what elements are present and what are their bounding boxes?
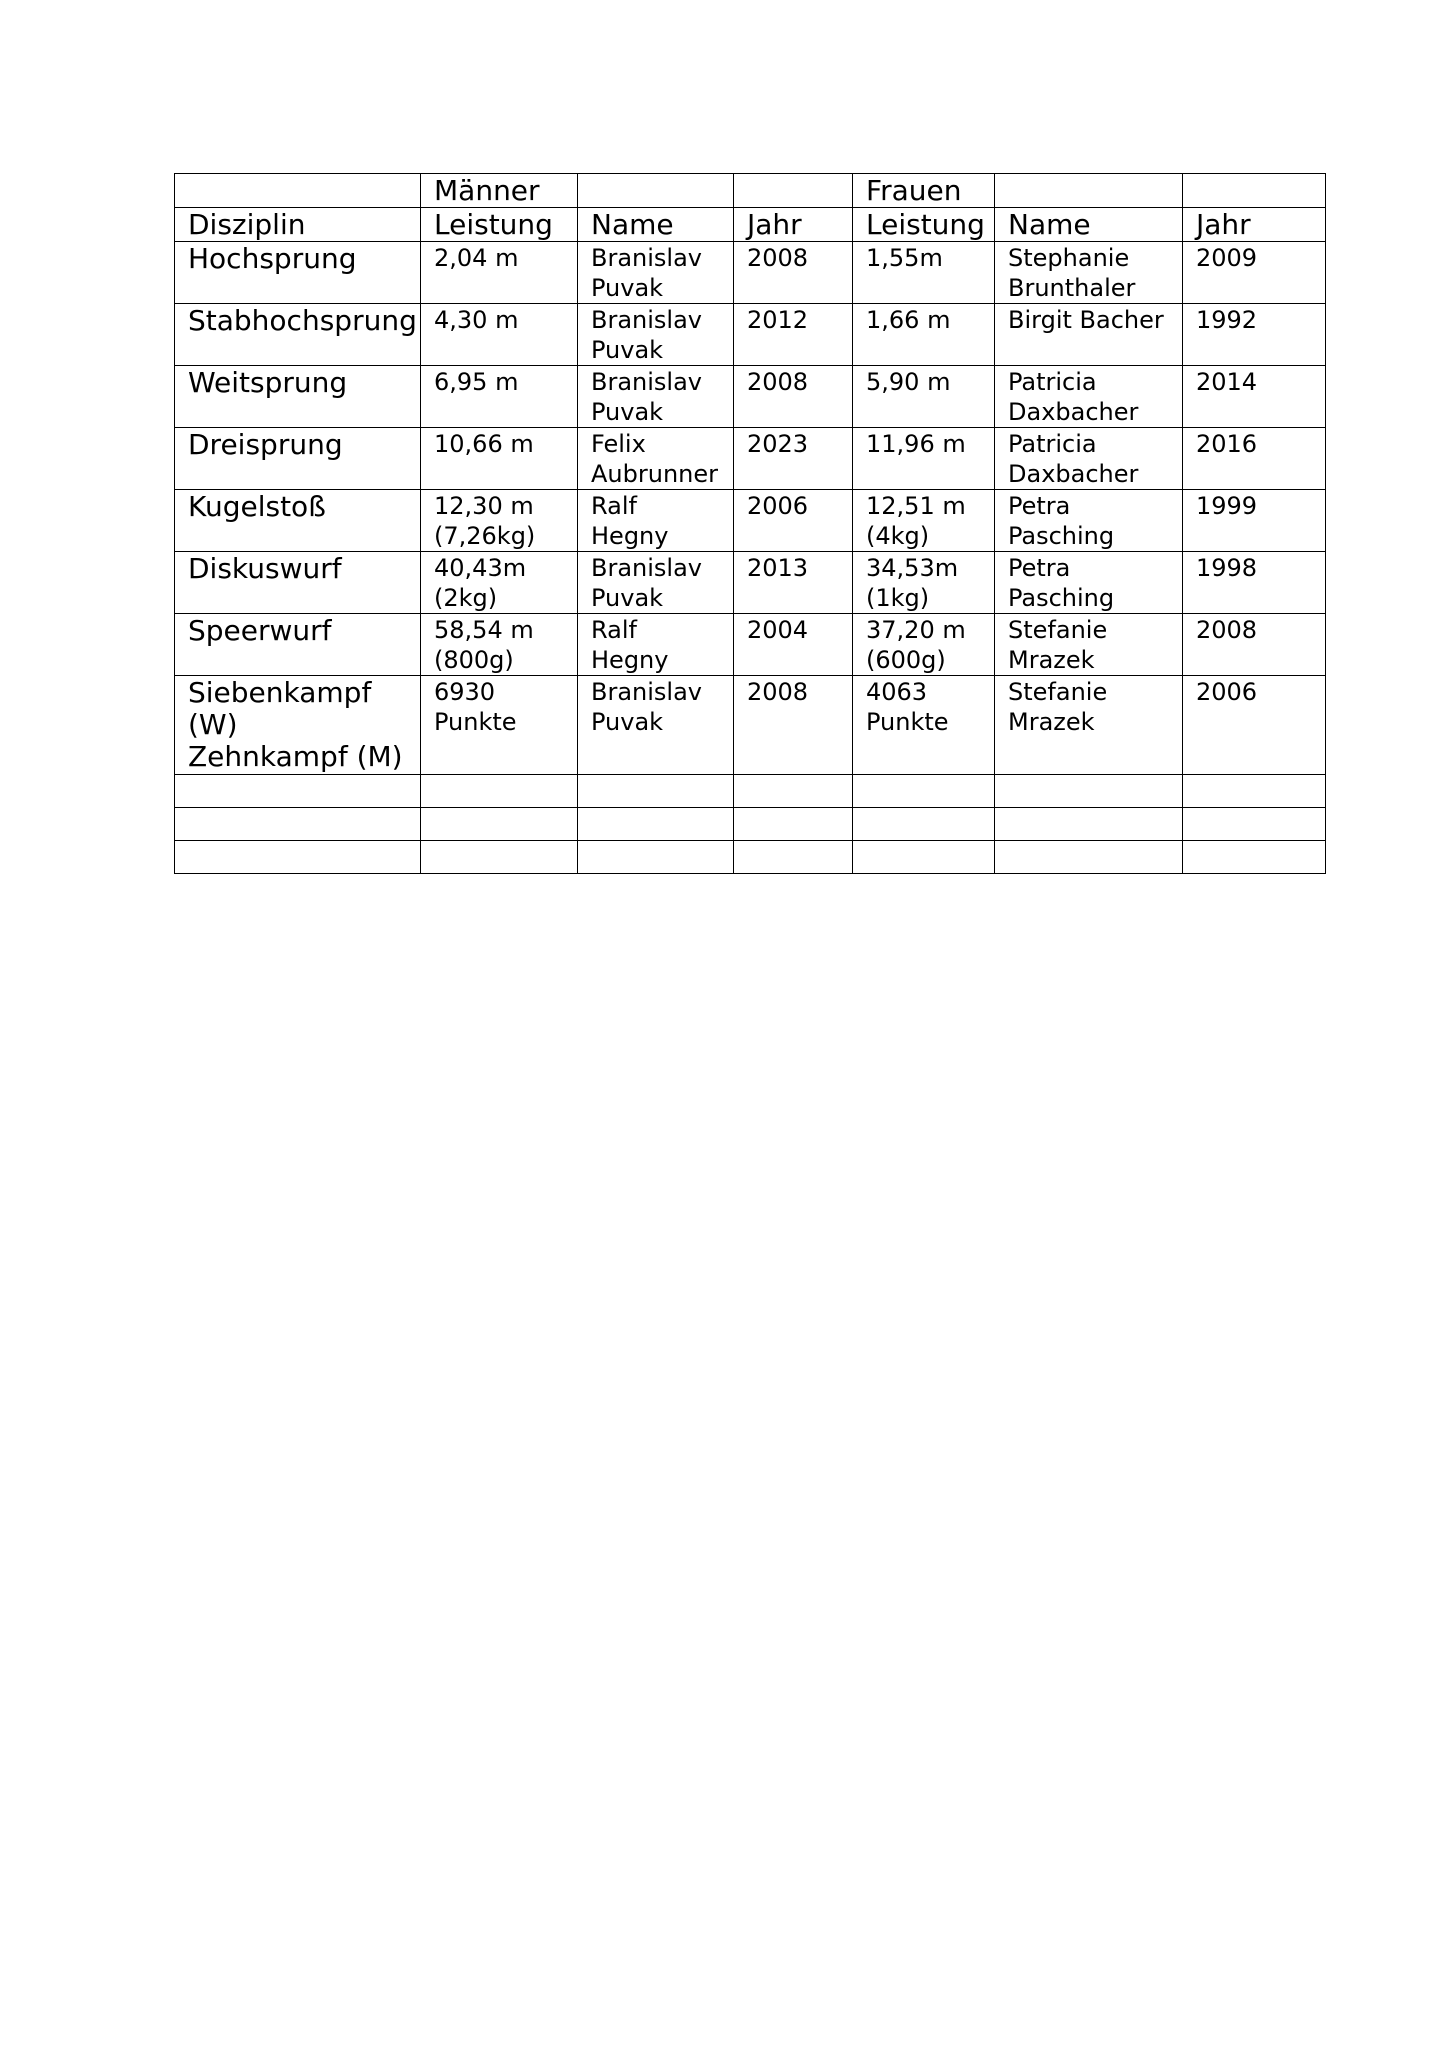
cell-text-line: Petra — [1008, 492, 1071, 520]
cell-text-line: 1,66 m — [866, 306, 951, 334]
cell-text-line: 37,20 m — [866, 616, 966, 644]
maenner-name-cell — [578, 366, 734, 428]
cell-text-line: Punkte — [866, 708, 949, 736]
frauen-jahr-cell: 2009 — [1183, 242, 1326, 304]
cell-text-line: Branislav — [591, 678, 702, 706]
empty-cell — [734, 841, 853, 874]
cell-text-line: Dreisprung — [188, 428, 343, 461]
cell-text-line: Ralf — [591, 616, 637, 644]
maenner-jahr-cell: 2006 — [734, 490, 853, 552]
disziplin-cell — [175, 366, 421, 428]
cell-text-line: (W) — [188, 708, 238, 741]
cell-text-line: Branislav — [591, 244, 702, 272]
disziplin-cell — [175, 242, 421, 304]
cell-text-line: Puvak — [591, 708, 664, 736]
cell-text-line: Birgit Bacher — [1008, 306, 1164, 334]
empty-cell — [853, 775, 995, 808]
gender-header-cell — [1183, 174, 1326, 208]
cell-text-line: (800g) — [434, 646, 514, 674]
column-header-w-jahr: Jahr — [1183, 208, 1326, 242]
frauen-jahr-cell: 2006 — [1183, 676, 1326, 775]
frauen-name-cell — [995, 242, 1183, 304]
empty-cell — [853, 808, 995, 841]
maenner-name-cell — [578, 490, 734, 552]
cell-text-line: Brunthaler — [1008, 274, 1136, 302]
frauen-name-cell — [995, 428, 1183, 490]
cell-text-line: Stefanie — [1008, 678, 1108, 706]
empty-cell — [1183, 775, 1326, 808]
maenner-leistung-cell — [421, 490, 578, 552]
cell-text-line: Hegny — [591, 646, 669, 674]
cell-text-line: Daxbacher — [1008, 460, 1139, 488]
cell-text-line: Weitsprung — [188, 366, 348, 399]
empty-cell — [995, 775, 1183, 808]
cell-text-line: Zehnkampf (M) — [188, 740, 403, 773]
frauen-name-cell — [995, 304, 1183, 366]
cell-text-line: 11,96 m — [866, 430, 966, 458]
disziplin-cell — [175, 552, 421, 614]
cell-text-line: Felix — [591, 430, 646, 458]
gender-header-cell — [175, 174, 421, 208]
cell-text-line: 6,95 m — [434, 368, 519, 396]
maenner-name-cell — [578, 428, 734, 490]
frauen-leistung-cell — [853, 552, 995, 614]
disziplin-cell — [175, 614, 421, 676]
cell-text-line: 34,53m — [866, 554, 959, 582]
cell-text-line: 1,55m — [866, 244, 943, 272]
maenner-jahr-cell: 2008 — [734, 366, 853, 428]
disziplin-cell — [175, 428, 421, 490]
empty-cell — [853, 841, 995, 874]
empty-cell — [578, 841, 734, 874]
cell-text-line: 4063 — [866, 678, 928, 706]
empty-cell — [1183, 841, 1326, 874]
empty-cell — [421, 841, 578, 874]
frauen-jahr-cell: 1999 — [1183, 490, 1326, 552]
cell-text-line: Ralf — [591, 492, 637, 520]
cell-text-line: Hochsprung — [188, 242, 357, 275]
maenner-jahr-cell: 2008 — [734, 242, 853, 304]
table-row — [175, 304, 1326, 366]
disziplin-cell — [175, 490, 421, 552]
cell-text-line: Mrazek — [1008, 708, 1095, 736]
cell-text-line: Patricia — [1008, 368, 1097, 396]
table-body — [175, 174, 1326, 874]
cell-text-line: Patricia — [1008, 430, 1097, 458]
maenner-leistung-cell — [421, 242, 578, 304]
frauen-name-cell — [995, 614, 1183, 676]
cell-text-line: 4,30 m — [434, 306, 519, 334]
maenner-name-cell — [578, 614, 734, 676]
maenner-leistung-cell — [421, 552, 578, 614]
maenner-leistung-cell — [421, 366, 578, 428]
gender-header-row — [175, 174, 1326, 208]
cell-text-line: (7,26kg) — [434, 522, 536, 550]
column-header-disziplin: Disziplin — [175, 208, 421, 242]
cell-text-line: Hegny — [591, 522, 669, 550]
maenner-leistung-cell — [421, 428, 578, 490]
empty-table-row — [175, 775, 1326, 808]
gender-header-frauen: Frauen — [853, 174, 995, 208]
maenner-name-cell — [578, 304, 734, 366]
empty-cell — [578, 808, 734, 841]
cell-text-line: Speerwurf — [188, 614, 332, 647]
cell-text-line: 12,30 m — [434, 492, 534, 520]
frauen-leistung-cell — [853, 304, 995, 366]
frauen-leistung-cell — [853, 490, 995, 552]
frauen-jahr-cell: 1998 — [1183, 552, 1326, 614]
cell-text-line: Kugelstoß — [188, 490, 326, 523]
cell-text-line: Petra — [1008, 554, 1071, 582]
records-table — [174, 173, 1326, 874]
column-header-m-jahr: Jahr — [734, 208, 853, 242]
column-header-w-leistung: Leistung — [853, 208, 995, 242]
maenner-name-cell — [578, 676, 734, 775]
empty-cell — [421, 775, 578, 808]
table-row — [175, 490, 1326, 552]
cell-text-line: 40,43m — [434, 554, 527, 582]
empty-cell — [995, 808, 1183, 841]
maenner-leistung-cell — [421, 676, 578, 775]
maenner-name-cell — [578, 242, 734, 304]
frauen-name-cell — [995, 676, 1183, 775]
gender-header-cell — [995, 174, 1183, 208]
cell-text-line: Daxbacher — [1008, 398, 1139, 426]
table-row — [175, 614, 1326, 676]
cell-text-line: (4kg) — [866, 522, 930, 550]
maenner-jahr-cell: 2004 — [734, 614, 853, 676]
cell-text-line: (2kg) — [434, 584, 498, 612]
frauen-jahr-cell: 2016 — [1183, 428, 1326, 490]
empty-table-row — [175, 808, 1326, 841]
maenner-jahr-cell: 2023 — [734, 428, 853, 490]
cell-text-line: 58,54 m — [434, 616, 534, 644]
cell-text-line: Mrazek — [1008, 646, 1095, 674]
table-row — [175, 428, 1326, 490]
frauen-leistung-cell — [853, 676, 995, 775]
cell-text-line: Stephanie — [1008, 244, 1130, 272]
cell-text-line: Punkte — [434, 708, 517, 736]
cell-text-line: Pasching — [1008, 584, 1115, 612]
frauen-jahr-cell: 1992 — [1183, 304, 1326, 366]
column-header-w-name: Name — [995, 208, 1183, 242]
cell-text-line: Diskuswurf — [188, 552, 342, 585]
empty-cell — [175, 775, 421, 808]
empty-cell — [421, 808, 578, 841]
maenner-jahr-cell: 2008 — [734, 676, 853, 775]
cell-text-line: Pasching — [1008, 522, 1115, 550]
cell-text-line: Stefanie — [1008, 616, 1108, 644]
table-row — [175, 552, 1326, 614]
maenner-leistung-cell — [421, 614, 578, 676]
disziplin-cell — [175, 304, 421, 366]
cell-text-line: Puvak — [591, 584, 664, 612]
cell-text-line: Puvak — [591, 398, 664, 426]
cell-text-line: Stabhochsprung — [188, 304, 417, 337]
maenner-leistung-cell — [421, 304, 578, 366]
frauen-name-cell — [995, 552, 1183, 614]
empty-cell — [175, 841, 421, 874]
frauen-name-cell — [995, 490, 1183, 552]
cell-text-line: Branislav — [591, 306, 702, 334]
cell-text-line: Puvak — [591, 274, 664, 302]
empty-cell — [734, 808, 853, 841]
frauen-leistung-cell — [853, 428, 995, 490]
cell-text-line: 2,04 m — [434, 244, 519, 272]
cell-text-line: (600g) — [866, 646, 946, 674]
gender-header-maenner: Männer — [421, 174, 578, 208]
cell-text-line: Puvak — [591, 336, 664, 364]
disziplin-cell — [175, 676, 421, 775]
empty-cell — [1183, 808, 1326, 841]
gender-header-cell — [734, 174, 853, 208]
maenner-jahr-cell: 2012 — [734, 304, 853, 366]
gender-header-cell — [578, 174, 734, 208]
empty-cell — [578, 775, 734, 808]
empty-cell — [175, 808, 421, 841]
cell-text-line: Branislav — [591, 554, 702, 582]
table-row — [175, 676, 1326, 775]
cell-text-line: 5,90 m — [866, 368, 951, 396]
table-row — [175, 366, 1326, 428]
cell-text-line: Siebenkampf — [188, 676, 372, 709]
cell-text-line: (1kg) — [866, 584, 930, 612]
cell-text-line: 6930 — [434, 678, 496, 706]
empty-cell — [734, 775, 853, 808]
maenner-name-cell — [578, 552, 734, 614]
frauen-jahr-cell: 2014 — [1183, 366, 1326, 428]
frauen-jahr-cell: 2008 — [1183, 614, 1326, 676]
cell-text-line: Aubrunner — [591, 460, 718, 488]
frauen-name-cell — [995, 366, 1183, 428]
frauen-leistung-cell — [853, 242, 995, 304]
column-header-row — [175, 208, 1326, 242]
cell-text-line: Branislav — [591, 368, 702, 396]
maenner-jahr-cell: 2013 — [734, 552, 853, 614]
frauen-leistung-cell — [853, 366, 995, 428]
empty-table-row — [175, 841, 1326, 874]
column-header-m-name: Name — [578, 208, 734, 242]
empty-cell — [995, 841, 1183, 874]
column-header-m-leistung: Leistung — [421, 208, 578, 242]
table-row — [175, 242, 1326, 304]
cell-text-line: 10,66 m — [434, 430, 534, 458]
cell-text-line: 12,51 m — [866, 492, 966, 520]
frauen-leistung-cell — [853, 614, 995, 676]
